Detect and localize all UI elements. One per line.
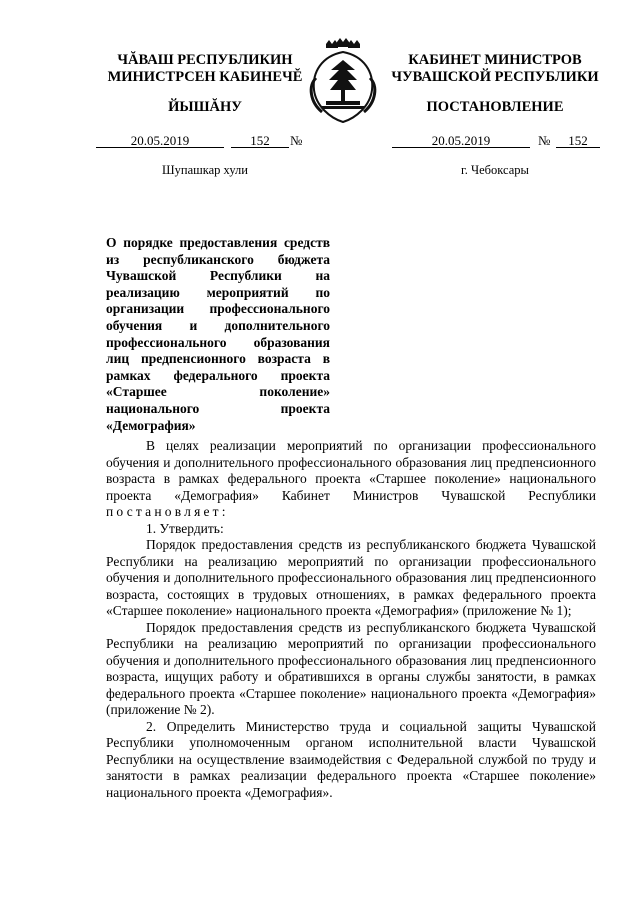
body-item1: 1. Утвердить: — [146, 520, 224, 536]
body-item1-b: Порядок предоставления средств из республиканского бюджета Чувашской Республики на реализацию мероприятий по организации профессионального обучения и дополнительного профессионального образования лиц предпенсионного возраста, ищущих работу и обратившихся в органы службы занятости, в рамках федерального проекта «Старшее поколение» национального проекта «Демография» (приложение № 2). — [106, 619, 596, 717]
header-left-org — [95, 52, 315, 86]
decree-word: постановляет: — [106, 504, 229, 519]
chuvash-emblem-icon — [302, 38, 384, 124]
header-right-number: 152 — [556, 133, 600, 148]
header-right-number-line — [392, 133, 607, 149]
body-item1-a: Порядок предоставления средств из республиканского бюджета Чувашской Республики на реализацию мероприятий по организации профессионального обучения и дополнительного профессионального образования лиц предпенсионного возраста, состоящих в трудовых отношениях, в рамках федерального проекта «Старшее поколение» национального проекта «Демография» (приложение № 1); — [106, 537, 596, 618]
header-left-line2: МИНИСТРСЕН КАБИНЕЧĔ — [107, 69, 303, 85]
header-left-doctype: ЙЫШĂНУ — [168, 99, 242, 115]
body-intro-text: В целях реализации мероприятий по организации профессионального обучения и дополнительного профессионального образования лиц предпенсионного возраста в рамках федерального проекта «Старшее поколение» национального проекта «Демография» Кабинет Министров Чувашской Республики — [106, 438, 596, 503]
header-left-number: 152 — [231, 133, 289, 148]
header-right-line1: КАБИНЕТ МИНИСТРОВ — [408, 52, 582, 68]
header-left-number-sign: № — [290, 133, 303, 148]
body-intro — [106, 438, 596, 521]
document-body — [106, 438, 596, 801]
header-right-place: г. Чебоксары — [461, 163, 529, 177]
header-right-org — [385, 52, 605, 86]
header-left-number-line — [96, 133, 316, 149]
header-left-place: Шупашкар хули — [162, 163, 248, 177]
header-right-date: 20.05.2019 — [392, 133, 530, 148]
body-item2: 2. Определить Министерство труда и социальной защиты Чувашской Республики уполномоченным органом исполнительной власти Чувашской Республики на осуществление взаимодействия с Федеральной службой по труду и занятости в рамках реализации федерального проекта «Старшее поколение» национального проекта «Демография». — [106, 718, 596, 800]
header-right-line2: ЧУВАШСКОЙ РЕСПУБЛИКИ — [391, 69, 599, 85]
document-title: О порядке предоставления средств из республиканского бюджета Чувашской Республики на реализацию мероприятий по организации профессионального обучения и дополнительного профессионального образования лиц предпенсионного возраста в рамках федерального проекта «Старшее поколение» национального проекта «Демография» — [106, 235, 330, 433]
header-right-number-sign: № — [538, 133, 551, 148]
header-left-line1: ЧĂВАШ РЕСПУБЛИКИН — [117, 52, 293, 68]
header-left-date: 20.05.2019 — [96, 133, 224, 148]
header-right-doctype: ПОСТАНОВЛЕНИЕ — [426, 99, 564, 115]
